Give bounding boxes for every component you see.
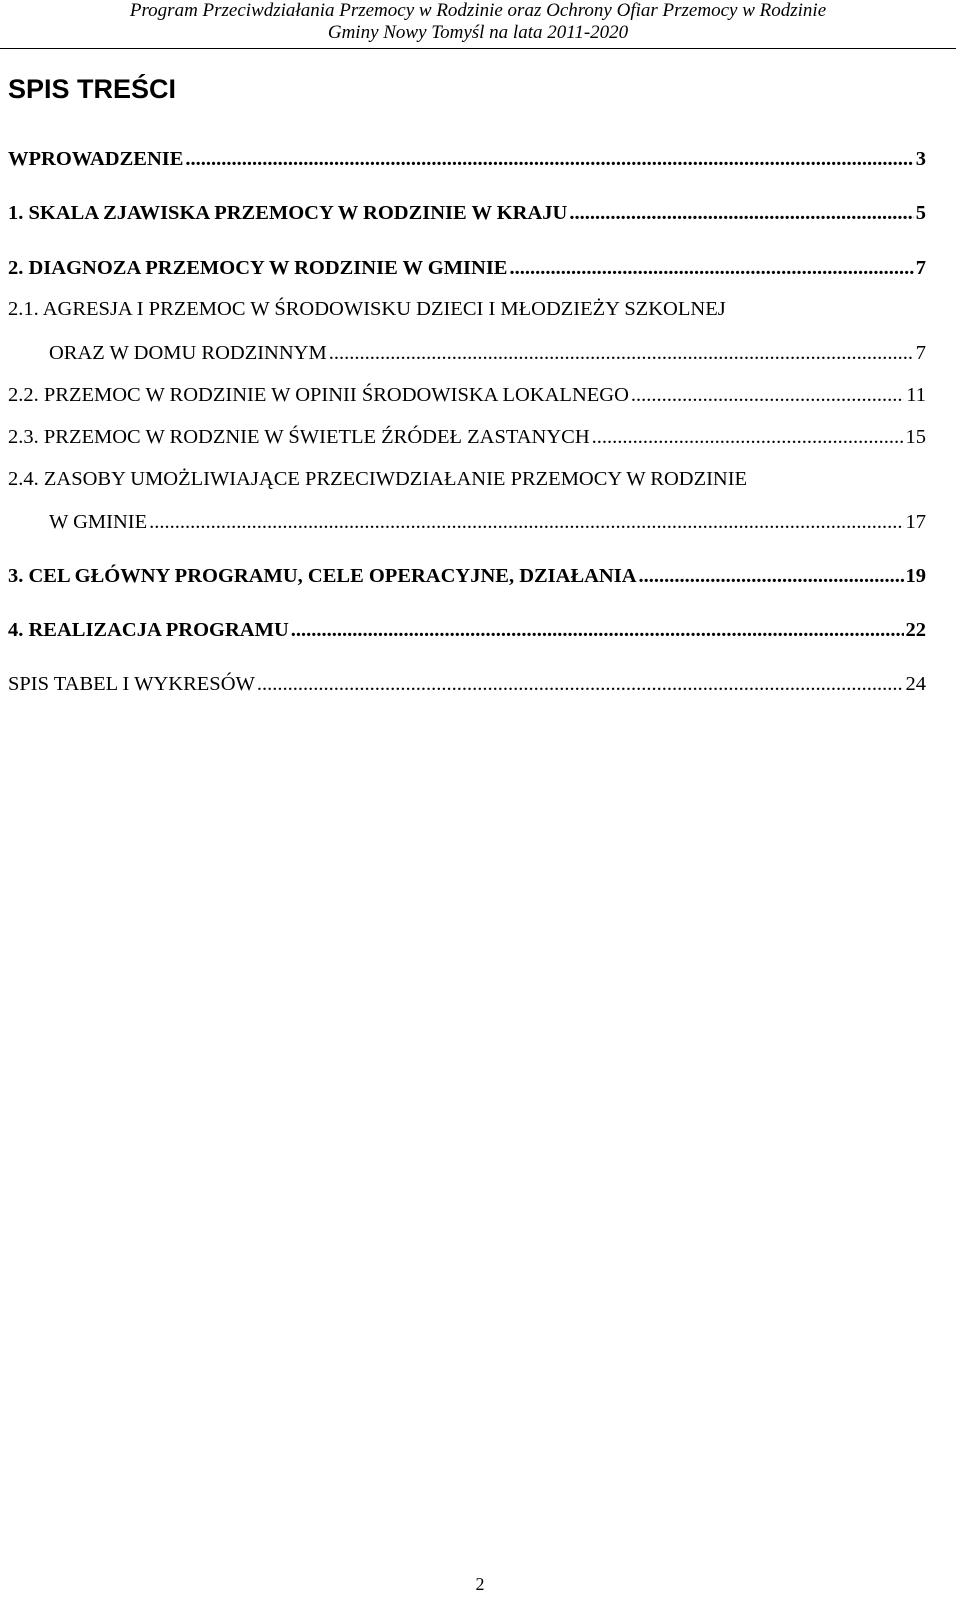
toc-entry-text: 4. REALIZACJA PROGRAMU [8,619,289,641]
toc-entry-chapter-1[interactable] [8,200,926,226]
dot-leader [569,200,913,226]
toc-entry-2-1[interactable] [49,340,926,366]
dot-leader [631,382,904,408]
toc-entry-page: 17 [905,511,926,533]
toc-entry-2-3[interactable] [8,424,926,450]
toc-entry-page: 3 [915,148,926,170]
dot-leader [639,563,904,589]
toc-entry-page: 7 [915,342,926,364]
toc-entry-tables[interactable] [8,671,926,697]
dot-leader [592,424,904,450]
toc-entry-text: WPROWADZENIE [8,148,184,170]
toc-entry-text: 1. SKALA ZJAWISKA PRZEMOCY W RODZINIE W KRAJU [8,202,568,224]
header-line-1: Program Przeciwdziałania Przemocy w Rodzinie oraz Ochrony Ofiar Przemocy w Rodzinie [129,0,827,21]
toc-entry-chapter-3[interactable] [8,563,926,589]
toc-entry-chapter-4[interactable] [8,617,926,643]
dot-leader [329,340,914,366]
toc-entry-page: 5 [915,202,926,224]
header-line-2: Gminy Nowy Tomyśl na lata 2011-2020 [327,22,629,43]
toc-entry-text: 2.2. PRZEMOC W RODZINIE W OPINII ŚRODOWISKA LOKALNEGO [8,384,629,406]
toc-entry-text: 3. CEL GŁÓWNY PROGRAMU, CELE OPERACYJNE, DZIAŁANIA [8,565,637,587]
toc-entry-page: 19 [905,565,926,587]
dot-leader [291,617,904,643]
toc-entry-wprowadzenie[interactable] [8,146,926,172]
toc-entry-2-4-first-line[interactable]: 2.4. ZASOBY UMOŻLIWIAJĄCE PRZECIWDZIAŁANIE PRZEMOCY W RODZINIE [8,468,748,490]
dot-leader [185,146,913,172]
toc-entry-2-1-first-line[interactable]: 2.1. AGRESJA I PRZEMOC W ŚRODOWISKU DZIECI I MŁODZIEŻY SZKOLNEJ [8,298,726,320]
toc-entry-text: 2. DIAGNOZA PRZEMOCY W RODZINIE W GMINIE [8,257,508,279]
toc-entry-2-2[interactable] [8,382,926,408]
dot-leader [509,255,913,281]
toc-entry-page: 15 [905,426,926,448]
dot-leader [257,671,904,697]
page-number: 2 [475,1574,485,1594]
toc-entry-page: 7 [915,257,926,279]
toc-entry-page: 11 [906,384,926,406]
toc-entry-text: W GMINIE [49,511,148,533]
toc-entry-text: SPIS TABEL I WYKRESÓW [8,673,255,695]
toc-entry-text: 2.3. PRZEMOC W RODZNIE W ŚWIETLE ŹRÓDEŁ ZASTANYCH [8,426,590,448]
toc-entry-page: 22 [905,619,926,641]
toc-title: SPIS TREŚCI [8,74,177,104]
dot-leader [149,509,903,535]
toc-entry-page: 24 [905,673,926,695]
toc-entry-text: ORAZ W DOMU RODZINNYM [49,342,327,364]
toc-entry-chapter-2[interactable] [8,255,926,281]
toc-entry-2-4[interactable] [49,509,926,535]
